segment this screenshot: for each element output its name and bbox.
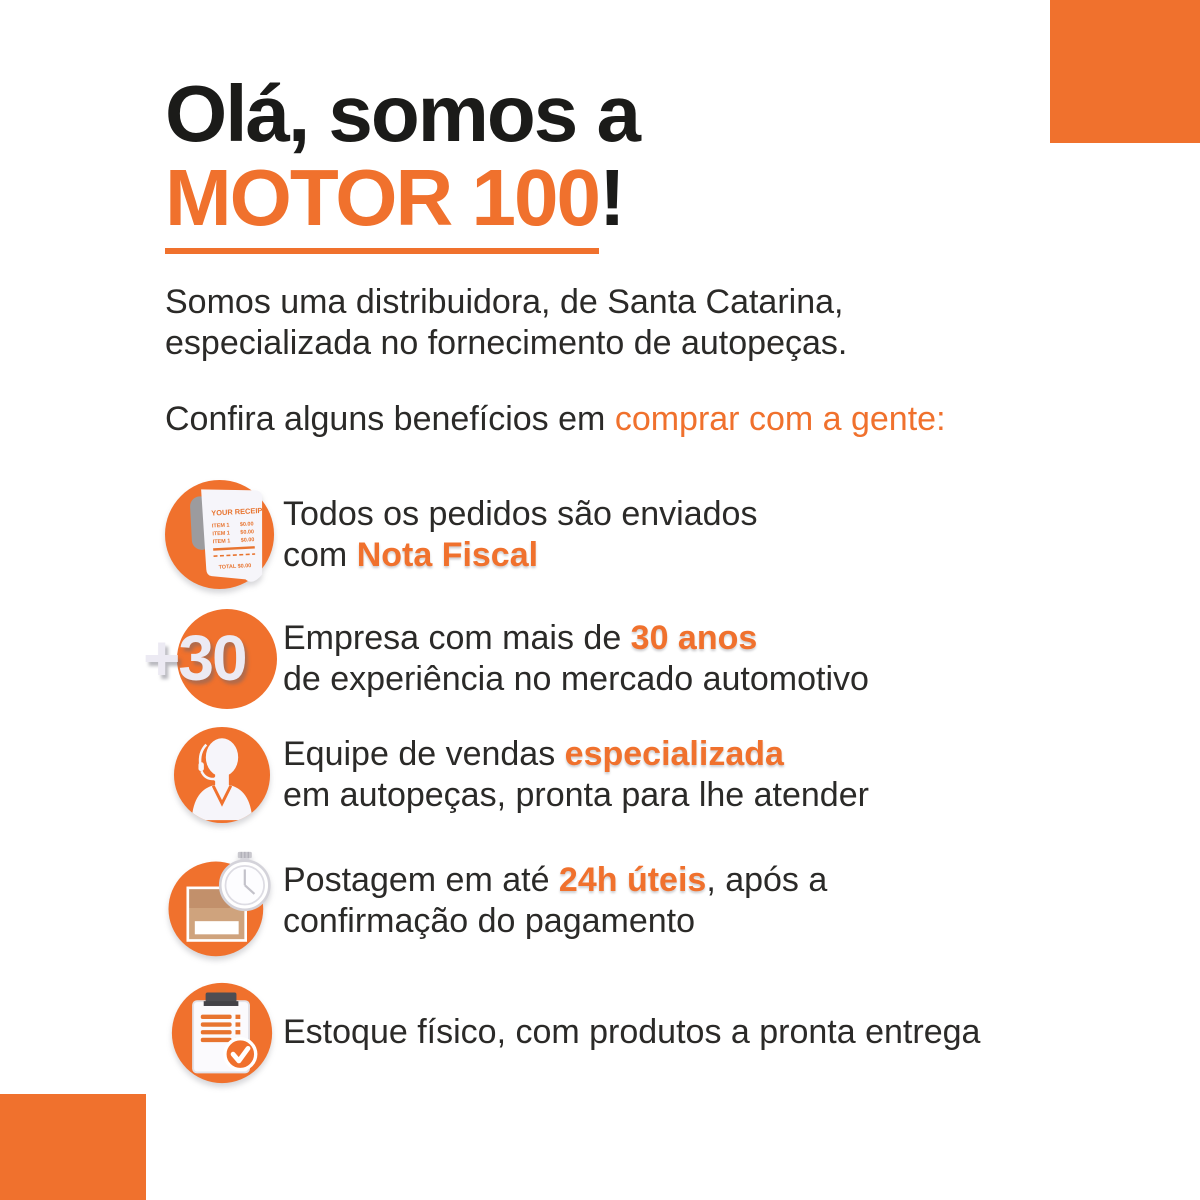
support-agent-icon xyxy=(173,726,271,824)
benefits-intro-colon: : xyxy=(936,399,946,438)
benefit-text xyxy=(283,494,757,577)
receipt-row-item: ITEM 1 xyxy=(211,522,230,530)
intro-line-2: especializada no fornecimento de autopeças. xyxy=(165,324,848,363)
benefit-highlight: 30 anos xyxy=(630,618,758,657)
plus-30-badge xyxy=(143,607,279,711)
receipt-row-price: $0.00 xyxy=(240,529,255,537)
benefit-item-equipe xyxy=(165,726,1115,824)
benefit-text xyxy=(283,618,869,701)
benefit-item-estoque xyxy=(165,978,1115,1086)
benefit-item-postagem xyxy=(165,839,1115,963)
benefit-icon-box xyxy=(165,726,279,824)
benefit-highlight: 24h úteis xyxy=(558,860,707,899)
benefit-text xyxy=(283,860,827,943)
brand-name: MOTOR 100 xyxy=(165,156,599,254)
benefit-highlight: especializada xyxy=(564,734,784,773)
benefit-text-segment: Todos os pedidos são enviados xyxy=(283,494,758,533)
benefit-item-30-anos xyxy=(143,607,1115,711)
benefit-text-segment: Estoque físico, com produtos a pronta entrega xyxy=(283,1012,981,1051)
benefit-text-segment: de experiência no mercado automotivo xyxy=(283,660,869,699)
benefit-highlight: Nota Fiscal xyxy=(356,536,539,575)
benefit-text-segment: Empresa com mais de xyxy=(283,618,631,657)
benefit-text-segment: Equipe de vendas xyxy=(283,734,565,773)
receipt-icon xyxy=(165,478,279,592)
receipt-row-item: ITEM 1 xyxy=(212,538,231,546)
benefit-text-segment: , após a xyxy=(706,860,828,899)
plus-30-label: +30 xyxy=(143,622,246,695)
receipt-row-price: $0.00 xyxy=(240,537,255,545)
benefit-icon-box xyxy=(165,478,279,592)
benefit-text-segment: Postagem em até xyxy=(283,860,559,899)
benefit-icon-box xyxy=(165,839,279,963)
benefits-list xyxy=(143,478,1115,1086)
benefit-text xyxy=(283,734,869,817)
intro-text xyxy=(165,282,1115,365)
receipt-row-price: $0.00 xyxy=(239,521,254,529)
receipt-header-label: YOUR RECEIPT xyxy=(211,506,268,518)
greeting-text: Olá, somos a xyxy=(165,69,639,158)
benefit-text-segment: em autopeças, pronta para lhe atender xyxy=(283,776,869,815)
brand-exclamation: ! xyxy=(599,153,624,242)
receipt-row-item: ITEM 1 xyxy=(212,530,231,538)
benefits-intro-highlight: comprar com a gente xyxy=(614,399,937,438)
receipt-total-label: TOTAL $0.00 xyxy=(218,563,252,572)
corner-square-bottom-left xyxy=(0,1094,146,1200)
benefit-text-segment: com xyxy=(283,536,357,575)
benefit-text xyxy=(283,1012,980,1053)
benefit-text-segment: confirmação do pagamento xyxy=(283,902,696,941)
benefits-intro xyxy=(165,399,1115,440)
flyer-content xyxy=(143,69,1115,1086)
benefit-icon-box xyxy=(165,978,279,1086)
intro-line-1: Somos uma distribuidora, de Santa Catarina, xyxy=(165,283,844,321)
benefit-icon-box xyxy=(143,607,279,711)
page-title xyxy=(165,69,1115,254)
benefit-item-nota-fiscal xyxy=(165,478,1115,592)
clipboard-check-icon xyxy=(169,978,275,1086)
benefits-intro-prefix: Confira alguns benefícios em xyxy=(165,399,615,438)
shipping-stopwatch-icon xyxy=(165,839,279,963)
